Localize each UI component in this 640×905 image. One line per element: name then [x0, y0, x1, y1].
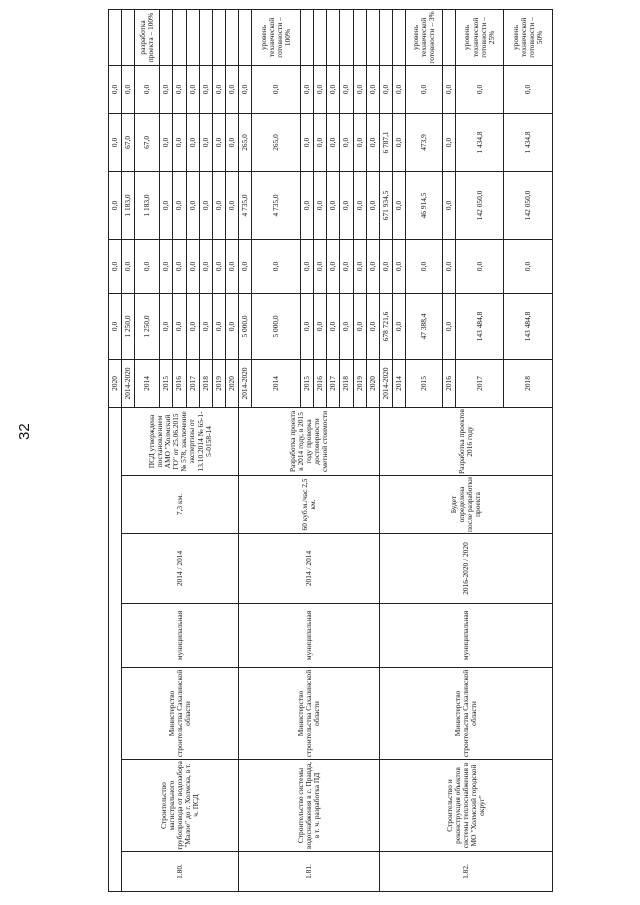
other-cell: 0,0 [122, 65, 135, 113]
other-cell: 0,0 [199, 65, 212, 113]
regional-cell: 0,0 [353, 171, 366, 239]
note-cell [366, 9, 379, 65]
note-cell [442, 9, 455, 65]
regional-cell: 4 735,0 [252, 171, 300, 239]
total-cell: 0,0 [199, 293, 212, 359]
local-cell: 0,0 [366, 113, 379, 171]
total-cell: 0,0 [366, 293, 379, 359]
note-cell: разработка проекта – 100% [135, 9, 160, 65]
note-cell [340, 9, 353, 65]
federal-cell: 0,0 [393, 239, 406, 293]
year-cell: 2017 [186, 359, 199, 407]
regional-cell: 1 183,0 [122, 171, 135, 239]
regional-cell: 0,0 [314, 171, 327, 239]
other-cell: 0,0 [366, 65, 379, 113]
blank-cell [109, 407, 122, 891]
regional-cell: 4 735,0 [239, 171, 252, 239]
table-row [122, 9, 135, 891]
year-cell: 2015 [406, 359, 443, 407]
local-cell: 0,0 [173, 113, 186, 171]
year-cell: 2016 [314, 359, 327, 407]
year-cell: 2014 [135, 359, 160, 407]
other-cell: 0,0 [393, 65, 406, 113]
total-cell: 0,0 [300, 293, 313, 359]
local-cell: 0,0 [226, 113, 239, 171]
local-cell: 0,0 [327, 113, 340, 171]
local-cell: 0,0 [186, 113, 199, 171]
capacity-cell: 7,3 км. [122, 476, 239, 534]
federal-cell: 0,0 [199, 239, 212, 293]
year-cell: 2017 [327, 359, 340, 407]
local-cell: 265,0 [239, 113, 252, 171]
year-cell: 2015 [300, 359, 313, 407]
total-cell: 0,0 [173, 293, 186, 359]
table-row [239, 9, 252, 891]
regional-cell: 0,0 [173, 171, 186, 239]
ownership-cell: муниципальная [239, 604, 380, 668]
regional-cell: 0,0 [160, 171, 173, 239]
ownership-cell: муниципальная [122, 604, 239, 668]
year-cell: 2018 [504, 359, 553, 407]
table-body [109, 9, 553, 891]
local-cell: 6 787,1 [379, 113, 392, 171]
total-cell: 0,0 [340, 293, 353, 359]
regional-cell: 0,0 [226, 171, 239, 239]
local-cell: 0,0 [340, 113, 353, 171]
federal-cell: 0,0 [406, 239, 443, 293]
note-cell: уровень технической готовности – 3% [406, 9, 443, 65]
period-cell: 2016-2020 / 2020 [379, 534, 552, 604]
capacity-cell: 60 куб.м./час 2,5 км. [239, 476, 380, 534]
total-cell: 0,0 [226, 293, 239, 359]
rotated-table-container [108, 10, 553, 892]
federal-cell: 0,0 [226, 239, 239, 293]
total-cell: 47 388,4 [406, 293, 443, 359]
note-cell [109, 9, 122, 65]
regional-cell: 0,0 [109, 171, 122, 239]
name-cell: Строительство магистрального трубопровода от водозабора "Малое" до г. Холмска, в т. ч. ПСД [122, 760, 239, 852]
local-cell: 0,0 [109, 113, 122, 171]
local-cell: 0,0 [300, 113, 313, 171]
other-cell: 0,0 [212, 65, 225, 113]
local-cell: 265,0 [252, 113, 300, 171]
other-cell: 0,0 [353, 65, 366, 113]
other-cell: 0,0 [314, 65, 327, 113]
name-cell: Строительство и реконструкция объектов системы теплоснабжения в МО "Холмский городской округ" [379, 760, 552, 852]
local-cell: 1 434,8 [456, 113, 504, 171]
note-cell [327, 9, 340, 65]
federal-cell: 0,0 [186, 239, 199, 293]
federal-cell: 0,0 [109, 239, 122, 293]
year-cell: 2017 [456, 359, 504, 407]
other-cell: 0,0 [340, 65, 353, 113]
other-cell: 0,0 [173, 65, 186, 113]
federal-cell: 0,0 [442, 239, 455, 293]
regional-cell: 0,0 [327, 171, 340, 239]
year-cell: 2015 [160, 359, 173, 407]
note-cell [393, 9, 406, 65]
federal-cell: 0,0 [122, 239, 135, 293]
federal-cell: 0,0 [366, 239, 379, 293]
federal-cell: 0,0 [379, 239, 392, 293]
year-cell: 2019 [353, 359, 366, 407]
table-row-continuation [109, 9, 122, 891]
local-cell: 67,0 [135, 113, 160, 171]
federal-cell: 0,0 [314, 239, 327, 293]
num-cell: 1.80. [122, 852, 239, 892]
note-cell [353, 9, 366, 65]
note-cell [226, 9, 239, 65]
local-cell: 1 434,8 [504, 113, 553, 171]
total-cell: 5 000,0 [252, 293, 300, 359]
other-cell: 0,0 [135, 65, 160, 113]
year-cell: 2020 [366, 359, 379, 407]
regional-cell: 0,0 [366, 171, 379, 239]
regional-cell: 46 914,5 [406, 171, 443, 239]
other-cell: 0,0 [442, 65, 455, 113]
year-cell: 2018 [340, 359, 353, 407]
year-cell: 2016 [442, 359, 455, 407]
note-cell [314, 9, 327, 65]
total-cell: 0,0 [109, 293, 122, 359]
regional-cell: 0,0 [442, 171, 455, 239]
note-cell [173, 9, 186, 65]
regional-cell: 0,0 [340, 171, 353, 239]
note-cell: уровень технической готовности – 100% [252, 9, 300, 65]
other-cell: 0,0 [186, 65, 199, 113]
table-row [379, 9, 392, 891]
federal-cell: 0,0 [212, 239, 225, 293]
period-cell: 2014 / 2014 [239, 534, 380, 604]
federal-cell: 0,0 [327, 239, 340, 293]
regional-cell: 142 050,0 [504, 171, 553, 239]
other-cell: 0,0 [327, 65, 340, 113]
local-cell: 0,0 [160, 113, 173, 171]
name-cell: Строительство системы водоснабжения в с. Правда, в т. ч. разработка ПД [239, 760, 380, 852]
total-cell: 143 484,8 [456, 293, 504, 359]
total-cell: 0,0 [160, 293, 173, 359]
regional-cell: 0,0 [212, 171, 225, 239]
note-cell [160, 9, 173, 65]
other-cell: 0,0 [239, 65, 252, 113]
total-cell: 0,0 [393, 293, 406, 359]
other-cell: 0,0 [300, 65, 313, 113]
status-cell: ПСД утверждена постановлением АМО "Холмский ГО" от 25.06.2015 № 578, заключение экспертизы от 13.10.2014 № 65-1-5-0158-14 [122, 407, 239, 475]
local-cell: 473,9 [406, 113, 443, 171]
note-cell [212, 9, 225, 65]
regional-cell: 671 934,5 [379, 171, 392, 239]
year-cell: 2014-2020 [239, 359, 252, 407]
ownership-cell: муниципальная [379, 604, 552, 668]
local-cell: 0,0 [442, 113, 455, 171]
other-cell: 0,0 [252, 65, 300, 113]
year-cell: 2020 [226, 359, 239, 407]
period-cell: 2014 / 2014 [122, 534, 239, 604]
other-cell: 0,0 [456, 65, 504, 113]
other-cell: 0,0 [109, 65, 122, 113]
regional-cell: 142 050,0 [456, 171, 504, 239]
regional-cell: 0,0 [393, 171, 406, 239]
federal-cell: 0,0 [160, 239, 173, 293]
federal-cell: 0,0 [239, 239, 252, 293]
total-cell: 5 000,0 [239, 293, 252, 359]
federal-cell: 0,0 [135, 239, 160, 293]
federal-cell: 0,0 [353, 239, 366, 293]
note-cell [199, 9, 212, 65]
total-cell: 143 484,8 [504, 293, 553, 359]
federal-cell: 0,0 [300, 239, 313, 293]
regional-cell: 0,0 [300, 171, 313, 239]
other-cell: 0,0 [160, 65, 173, 113]
note-cell: уровень технической готовности – 25% [456, 9, 504, 65]
regional-cell: 0,0 [199, 171, 212, 239]
total-cell: 0,0 [327, 293, 340, 359]
year-cell: 2016 [173, 359, 186, 407]
capacity-cell: Будет определена после разработки проекта [379, 476, 552, 534]
other-cell: 0,0 [379, 65, 392, 113]
note-cell [300, 9, 313, 65]
local-cell: 0,0 [314, 113, 327, 171]
total-cell: 678 721,6 [379, 293, 392, 359]
federal-cell: 0,0 [252, 239, 300, 293]
org-cell: Министерство строительства Сахалинской области [239, 668, 380, 760]
local-cell: 0,0 [199, 113, 212, 171]
page-number: 32 [16, 423, 33, 440]
note-cell [186, 9, 199, 65]
total-cell: 0,0 [314, 293, 327, 359]
federal-cell: 0,0 [456, 239, 504, 293]
local-cell: 0,0 [353, 113, 366, 171]
local-cell: 0,0 [212, 113, 225, 171]
local-cell: 67,0 [122, 113, 135, 171]
total-cell: 0,0 [353, 293, 366, 359]
note-cell [122, 9, 135, 65]
note-cell [379, 9, 392, 65]
org-cell: Министерство строительства Сахалинской области [379, 668, 552, 760]
local-cell: 0,0 [393, 113, 406, 171]
regional-cell: 1 183,0 [135, 171, 160, 239]
federal-cell: 0,0 [504, 239, 553, 293]
total-cell: 1 250,0 [135, 293, 160, 359]
year-cell: 2014 [252, 359, 300, 407]
total-cell: 0,0 [442, 293, 455, 359]
projects-table [108, 9, 553, 892]
total-cell: 0,0 [186, 293, 199, 359]
num-cell: 1.81. [239, 852, 380, 892]
note-cell: уровень технической готовности – 50% [504, 9, 553, 65]
year-cell: 2014-2020 [122, 359, 135, 407]
total-cell: 1 250,0 [122, 293, 135, 359]
num-cell: 1.82. [379, 852, 552, 892]
year-cell: 2018 [199, 359, 212, 407]
year-cell: 2014 [393, 359, 406, 407]
regional-cell: 0,0 [186, 171, 199, 239]
year-cell: 2014-2020 [379, 359, 392, 407]
total-cell: 0,0 [212, 293, 225, 359]
status-cell: Разработка проекта в 2014 году, в 2015 году проверка достоверности сметной стоимости [239, 407, 380, 475]
year-cell: 2019 [212, 359, 225, 407]
other-cell: 0,0 [504, 65, 553, 113]
other-cell: 0,0 [406, 65, 443, 113]
org-cell: Министерство строительства Сахалинской области [122, 668, 239, 760]
federal-cell: 0,0 [173, 239, 186, 293]
status-cell: Разработка проектов 2016 году [379, 407, 552, 475]
federal-cell: 0,0 [340, 239, 353, 293]
note-cell [239, 9, 252, 65]
other-cell: 0,0 [226, 65, 239, 113]
year-cell: 2020 [109, 359, 122, 407]
